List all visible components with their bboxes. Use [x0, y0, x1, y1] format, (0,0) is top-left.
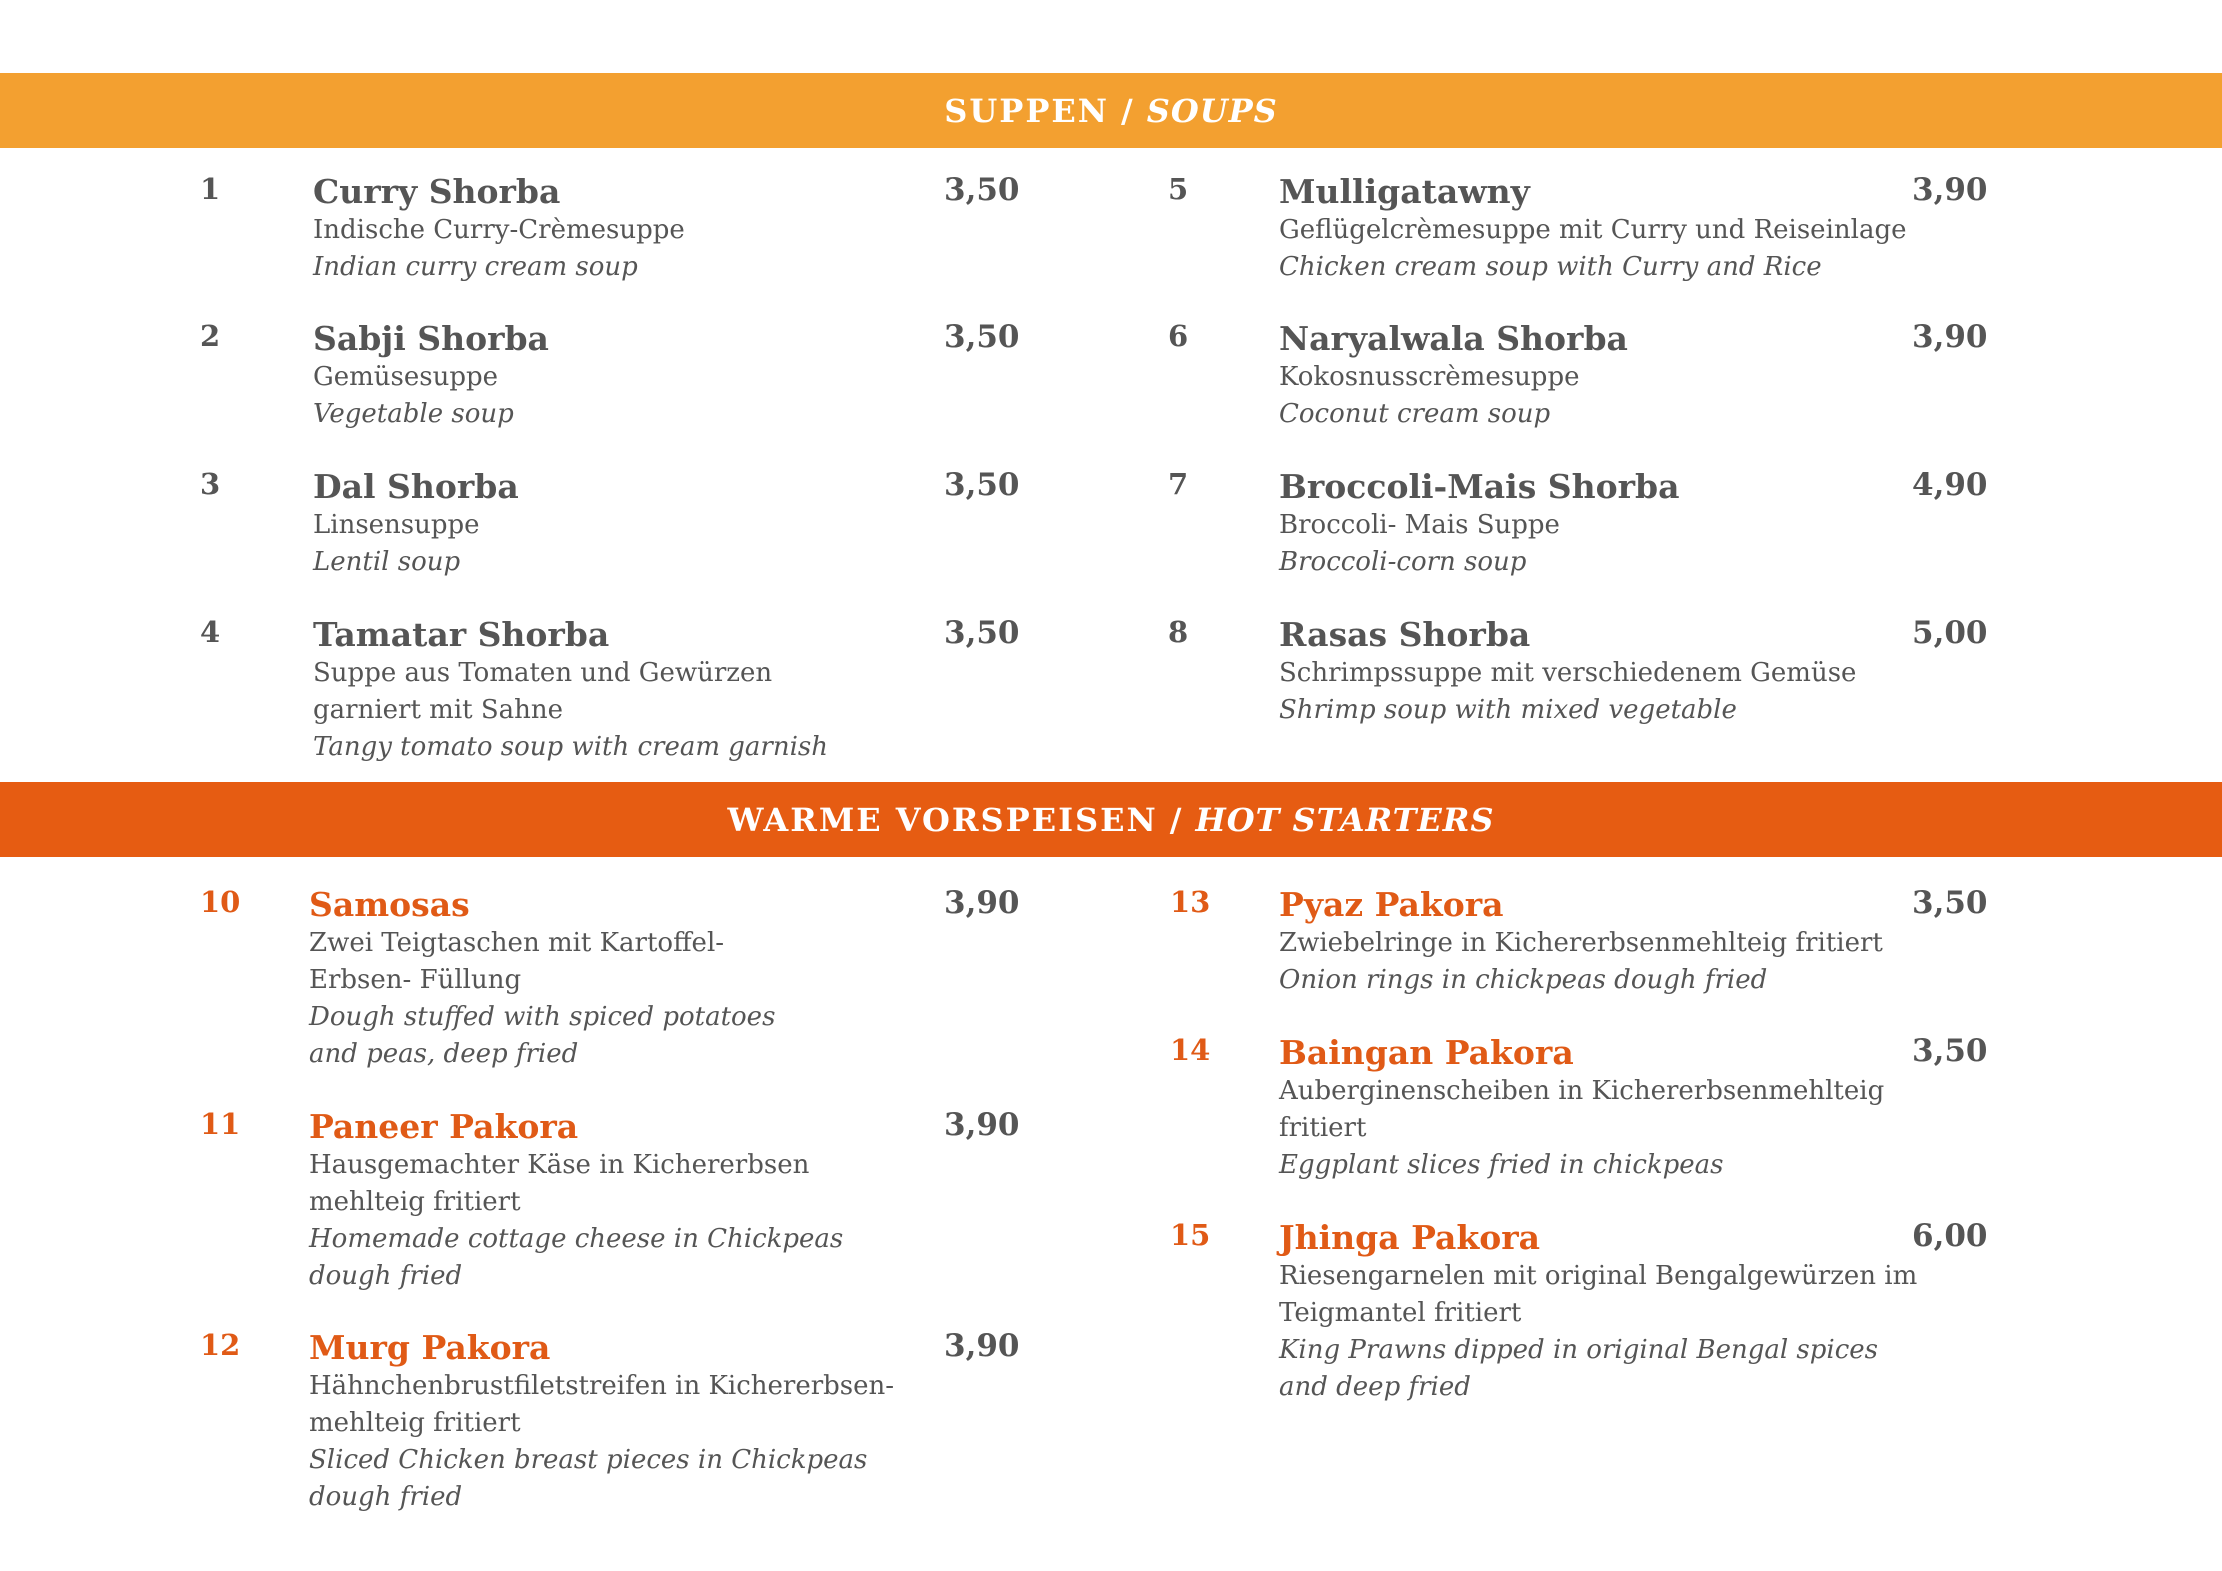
item-number: 12: [200, 1328, 241, 1362]
item-description-de-line: Erbsen- Füllung: [309, 965, 522, 995]
item-price: 3,50: [944, 172, 1020, 208]
item-price: 3,90: [944, 1107, 1020, 1143]
item-name: Murg Pakora: [309, 1328, 551, 1367]
item-description-de-line: mehlteig fritiert: [309, 1187, 521, 1217]
item-description-en-line: Tangy tomato soup with cream garnish: [313, 732, 828, 762]
item-description: [1279, 212, 1906, 286]
item-price: 3,50: [944, 467, 1020, 503]
item-price: 6,00: [1912, 1218, 1988, 1254]
item-number: 13: [1170, 885, 1211, 919]
item-description-en-line: Broccoli-corn soup: [1279, 547, 1527, 577]
item-description-en-line: Homemade cottage cheese in Chickpeas: [309, 1224, 844, 1254]
item-description-de-line: Linsensuppe: [313, 510, 480, 540]
item-number: 5: [1168, 172, 1189, 206]
item-price: 3,50: [1912, 885, 1988, 921]
item-description-en-line: dough fried: [309, 1261, 463, 1291]
item-name: Naryalwala Shorba: [1279, 319, 1628, 358]
item-description-en-line: Eggplant slices fried in chickpeas: [1279, 1150, 1724, 1180]
starters-title-separator: /: [1169, 800, 1184, 839]
item-description: [1279, 1258, 1917, 1406]
item-number: 4: [200, 615, 221, 649]
item-description: [313, 655, 828, 766]
item-name: Mulligatawny: [1279, 172, 1530, 211]
item-description: [309, 1368, 894, 1516]
item-description-de-line: Suppe aus Tomaten und Gewürzen: [313, 658, 773, 688]
item-description-en-line: and peas, deep fried: [309, 1039, 579, 1069]
item-description-en-line: Dough stuffed with spiced potatoes: [309, 1002, 776, 1032]
item-description-de-line: fritiert: [1279, 1113, 1367, 1143]
item-price: 3,90: [1912, 172, 1988, 208]
item-name: Dal Shorba: [313, 467, 519, 506]
item-description: [1279, 507, 1560, 581]
item-description-en-line: King Prawns dipped in original Bengal spices: [1279, 1335, 1879, 1365]
item-price: 3,90: [944, 1328, 1020, 1364]
item-description: [1279, 925, 1883, 999]
item-price: 3,50: [944, 319, 1020, 355]
item-price: 3,50: [944, 615, 1020, 651]
item-description-de-line: Teigmantel fritiert: [1279, 1298, 1522, 1328]
item-name: Jhinga Pakora: [1279, 1218, 1541, 1257]
starters-section-banner: [0, 782, 2222, 857]
soups-title-de: SUPPEN: [944, 91, 1110, 130]
item-description-de-line: Geflügelcrèmesuppe mit Curry und Reiseinlage: [1279, 215, 1907, 245]
item-description-de-line: Zwei Teigtaschen mit Kartoffel-: [309, 928, 725, 958]
item-description: [1279, 1073, 1884, 1184]
item-number: 8: [1168, 615, 1189, 649]
item-name: Paneer Pakora: [309, 1107, 579, 1146]
item-description: [313, 507, 480, 581]
soups-title-separator: /: [1121, 91, 1135, 130]
item-description-en-line: Indian curry cream soup: [313, 252, 638, 282]
item-description-en-line: dough fried: [309, 1482, 463, 1512]
item-number: 7: [1168, 467, 1189, 501]
item-price: 3,90: [944, 885, 1020, 921]
item-description: [1279, 359, 1580, 433]
item-description-en-line: Onion rings in chickpeas dough fried: [1279, 965, 1768, 995]
starters-title-de: WARME VORSPEISEN: [727, 800, 1158, 839]
item-price: 4,90: [1912, 467, 1988, 503]
item-description-en-line: Lentil soup: [313, 547, 461, 577]
soups-section-banner: [0, 73, 2222, 148]
item-name: Sabji Shorba: [313, 319, 549, 358]
item-name: Tamatar Shorba: [313, 615, 610, 654]
item-description: [313, 212, 685, 286]
item-description-de-line: Zwiebelringe in Kichererbsenmehlteig fritiert: [1279, 928, 1883, 958]
item-description-en-line: and deep fried: [1279, 1372, 1471, 1402]
item-number: 15: [1170, 1218, 1211, 1252]
item-price: 3,90: [1912, 319, 1988, 355]
item-description-de-line: Hausgemachter Käse in Kichererbsen: [309, 1150, 810, 1180]
item-description: [1279, 655, 1856, 729]
item-description-de-line: Kokosnusscrèmesuppe: [1279, 362, 1580, 392]
item-description: [309, 925, 775, 1073]
item-description-de-line: Schrimpssuppe mit verschiedenem Gemüse: [1279, 658, 1857, 688]
item-description-en-line: Shrimp soup with mixed vegetable: [1279, 695, 1737, 725]
item-name: Pyaz Pakora: [1279, 885, 1504, 924]
item-number: 10: [200, 885, 241, 919]
item-description: [313, 359, 514, 433]
item-description-en-line: Coconut cream soup: [1279, 399, 1551, 429]
item-description-en-line: Sliced Chicken breast pieces in Chickpeas: [309, 1445, 868, 1475]
item-name: Broccoli-Mais Shorba: [1279, 467, 1680, 506]
item-name: Samosas: [309, 885, 470, 924]
item-number: 1: [200, 172, 221, 206]
soups-title-en: SOUPS: [1146, 91, 1278, 130]
item-description-de-line: Indische Curry-Crèmesuppe: [313, 215, 685, 245]
item-number: 11: [200, 1107, 241, 1141]
item-price: 5,00: [1912, 615, 1988, 651]
item-description-en-line: Chicken cream soup with Curry and Rice: [1279, 252, 1822, 282]
item-description: [309, 1147, 843, 1295]
item-description-de-line: Hähnchenbrustfiletstreifen in Kichererbsen-: [309, 1371, 895, 1401]
item-description-de-line: Riesengarnelen mit original Bengalgewürzen im: [1279, 1261, 1918, 1291]
item-description-de-line: garniert mit Sahne: [313, 695, 564, 725]
item-name: Curry Shorba: [313, 172, 561, 211]
item-price: 3,50: [1912, 1033, 1988, 1069]
item-description-de-line: Auberginenscheiben in Kichererbsenmehlteig: [1279, 1076, 1885, 1106]
item-number: 14: [1170, 1033, 1211, 1067]
item-description-en-line: Vegetable soup: [313, 399, 514, 429]
item-description-de-line: Gemüsesuppe: [313, 362, 499, 392]
item-description-de-line: Broccoli- Mais Suppe: [1279, 510, 1560, 540]
starters-title-en: HOT STARTERS: [1195, 800, 1495, 839]
item-name: Rasas Shorba: [1279, 615, 1531, 654]
item-number: 3: [200, 467, 221, 501]
item-description-de-line: mehlteig fritiert: [309, 1408, 521, 1438]
item-number: 6: [1168, 319, 1189, 353]
item-name: Baingan Pakora: [1279, 1033, 1574, 1072]
item-number: 2: [200, 319, 221, 353]
